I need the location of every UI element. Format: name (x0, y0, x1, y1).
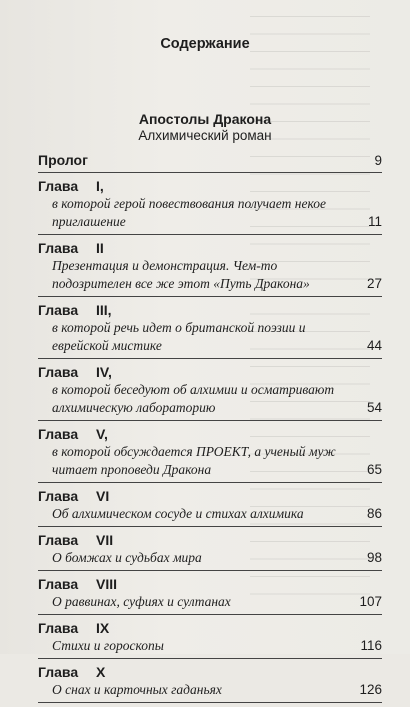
chapter-number: III, (96, 302, 112, 318)
toc-entry (38, 619, 382, 659)
page-number: 9 (374, 153, 382, 168)
entry-divider (38, 702, 382, 703)
chapter-number: X (96, 664, 106, 680)
entry-divider (38, 570, 382, 571)
page-number: 126 (359, 682, 382, 697)
entry-divider (38, 420, 382, 421)
toc-entry-heading (38, 663, 382, 681)
toc-entry-heading (38, 301, 382, 319)
toc-entry (38, 363, 382, 421)
chapter-description-text: в которой речь идет о британской поэзии и еврейской мистике (52, 320, 306, 353)
chapter-description-text: в которой герой повествования получает некое приглашение (52, 196, 326, 229)
page-number: 107 (359, 594, 382, 609)
chapter-label: Глава (38, 664, 79, 680)
page-number: 116 (360, 638, 382, 653)
page-number: 65 (366, 462, 382, 477)
page-number: 98 (366, 550, 382, 565)
table-of-contents (38, 151, 382, 707)
page-number: 86 (366, 506, 382, 521)
entry-divider (38, 296, 382, 297)
toc-entry (38, 425, 382, 483)
chapter-label: Глава (38, 178, 79, 194)
toc-entry-heading (38, 487, 382, 505)
chapter-number: VI (96, 488, 110, 504)
entry-divider (38, 482, 382, 483)
chapter-number: VIII (96, 576, 118, 592)
chapter-description-text: О раввинах, суфиях и султанах (52, 594, 231, 609)
chapter-label: Глава (38, 302, 79, 318)
chapter-number: II (96, 240, 104, 256)
toc-entry-heading (38, 239, 382, 257)
chapter-description (38, 195, 382, 231)
chapter-description-text: Стихи и гороскопы (52, 638, 164, 653)
chapter-description-text: О бомжах и судьбах мира (52, 550, 202, 565)
entry-divider (38, 358, 382, 359)
chapter-number: I, (96, 178, 104, 194)
toc-entry (38, 151, 382, 173)
entry-divider (38, 658, 382, 659)
chapter-label: Пролог (38, 152, 88, 168)
chapter-description-text: Об алхимическом сосуде и стихах алхимика (52, 506, 304, 521)
chapter-description (38, 319, 382, 355)
chapter-description-text: Презентация и демонстрация. Чем-то подозрителен все же этот «Путь Дракона» (52, 258, 310, 291)
toc-entry-heading (38, 363, 382, 381)
toc-entry (38, 487, 382, 527)
toc-entry-heading (38, 177, 382, 195)
chapter-label: Глава (38, 488, 79, 504)
chapter-number: V, (96, 426, 108, 442)
chapter-label: Глава (38, 532, 79, 548)
toc-title: Содержание (160, 36, 250, 52)
toc-entry-heading (38, 425, 382, 443)
toc-entry (38, 531, 382, 571)
chapter-number: VII (96, 532, 114, 548)
chapter-description (38, 381, 382, 417)
entry-divider (38, 614, 382, 615)
toc-entry (38, 239, 382, 297)
chapter-description-text: в которой обсуждается ПРОЕКТ, а ученый муж читает проповеди Дракона (52, 444, 336, 477)
chapter-label: Глава (38, 364, 79, 380)
entry-divider (38, 172, 382, 173)
entry-divider (38, 234, 382, 235)
chapter-number: IV, (96, 364, 112, 380)
chapter-description (38, 443, 382, 479)
book-title: Апостолы Дракона (138, 111, 272, 127)
page-number: 44 (366, 338, 382, 353)
toc-entry-heading (38, 151, 382, 169)
chapter-label: Глава (38, 240, 79, 256)
chapter-label: Глава (38, 620, 79, 636)
chapter-description (38, 257, 382, 293)
page-number: 54 (366, 400, 382, 415)
chapter-description-text: О снах и карточных гаданьях (52, 682, 222, 697)
chapter-label: Глава (38, 426, 79, 442)
chapter-description (38, 505, 382, 523)
chapter-description (38, 681, 382, 699)
toc-entry-heading (38, 531, 382, 549)
chapter-description-text: в которой беседуют об алхимии и осматривают алхимическую лабораторию (52, 382, 335, 415)
toc-entry (38, 177, 382, 235)
chapter-description (38, 637, 382, 655)
toc-entry-heading (38, 575, 382, 593)
chapter-description (38, 593, 382, 611)
entry-divider (38, 526, 382, 527)
page-number: 27 (366, 276, 382, 291)
toc-entry (38, 301, 382, 359)
chapter-label: Глава (38, 576, 79, 592)
chapter-number: IX (96, 620, 110, 636)
chapter-description (38, 549, 382, 567)
toc-entry (38, 663, 382, 703)
book-subtitle: Алхимический роман (138, 128, 272, 143)
page-number: 11 (367, 214, 382, 229)
toc-entry-heading (38, 619, 382, 637)
toc-entry (38, 575, 382, 615)
